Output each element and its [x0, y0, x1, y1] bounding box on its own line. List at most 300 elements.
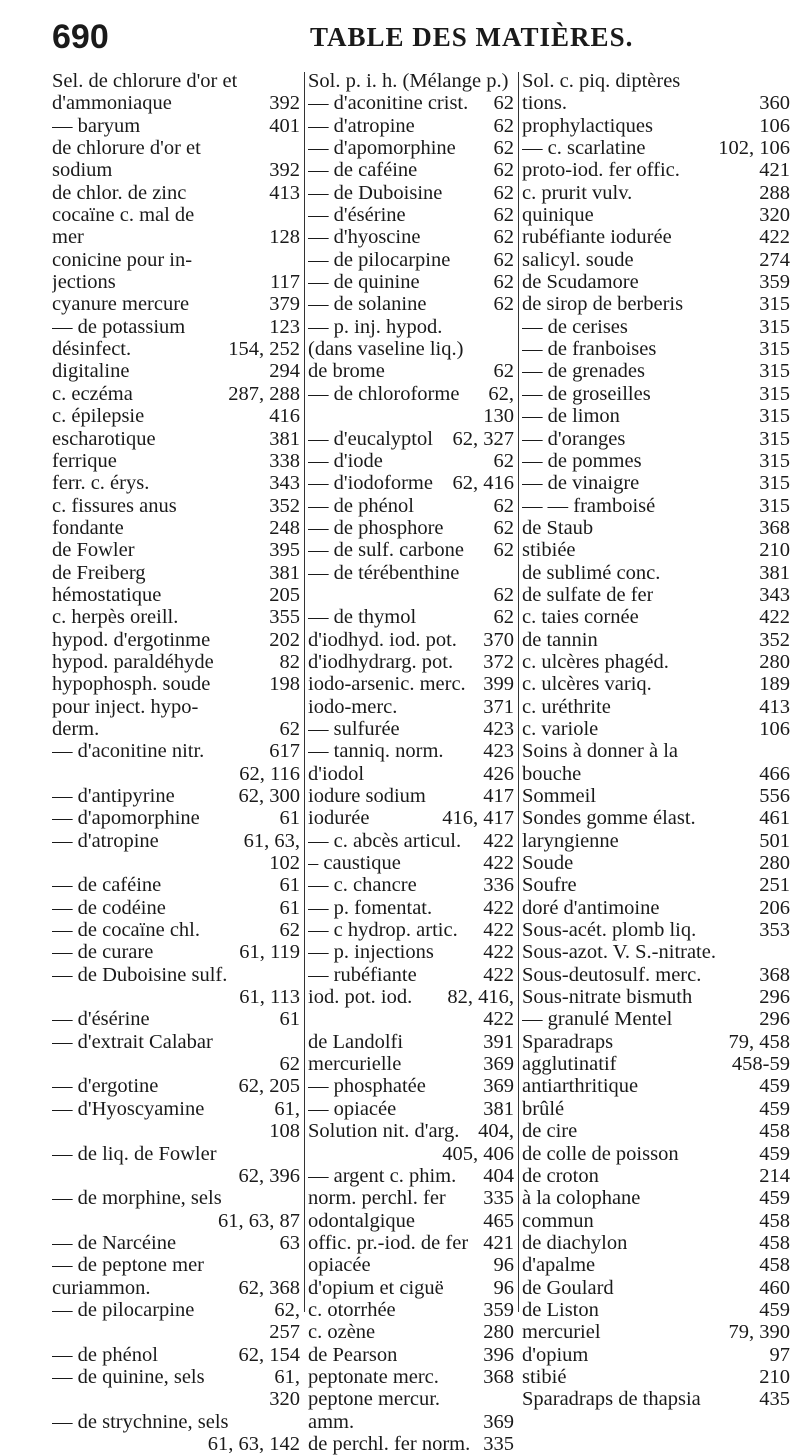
entry-term: fondante	[52, 516, 124, 539]
index-entry	[522, 450, 790, 472]
entry-pages: 391	[483, 1030, 514, 1053]
entry-term: d'opium	[522, 1343, 589, 1366]
index-entry	[308, 1433, 514, 1455]
entry-term: doré d'antimoine	[522, 896, 660, 919]
entry-term: — c. chancre	[308, 874, 417, 897]
index-entry	[52, 271, 300, 293]
index-entry	[308, 1075, 514, 1097]
entry-term: c. taies cornée	[522, 606, 639, 629]
entry-term: — de térébenthine	[308, 561, 460, 584]
index-entry	[52, 785, 300, 807]
index-entry	[522, 137, 790, 159]
entry-pages: 206	[759, 896, 790, 919]
entry-term: Sommeil	[522, 785, 597, 807]
column-divider	[518, 72, 519, 1312]
entry-pages: 62	[493, 516, 514, 539]
index-entry	[52, 1254, 300, 1276]
index-entry	[52, 249, 300, 271]
entry-pages: 294	[269, 360, 300, 383]
index-entry	[52, 159, 300, 181]
entry-term: ferr. c. érys.	[52, 472, 150, 495]
entry-term: mercuriel	[522, 1321, 601, 1344]
entry-pages: 62	[493, 539, 514, 562]
index-entry	[52, 606, 300, 628]
entry-pages: 62	[279, 919, 300, 942]
entry-pages: 154, 252	[228, 338, 300, 361]
entry-term: Sel. de chlorure d'or et	[52, 70, 238, 92]
entry-term: — tanniq. norm.	[308, 740, 444, 763]
index-column-2	[308, 70, 514, 1455]
index-entry	[308, 316, 514, 338]
entry-term: — de cocaïne chl.	[52, 919, 200, 942]
index-entry	[308, 696, 514, 718]
entry-term: stibiée	[522, 539, 576, 562]
entry-pages: 315	[759, 449, 790, 472]
index-entry	[522, 1321, 790, 1343]
entry-pages: 459	[759, 1142, 790, 1165]
index-entry	[308, 606, 514, 628]
index-entry	[522, 1098, 790, 1120]
entry-term: — de peptone mer	[52, 1254, 204, 1277]
entry-term: hypod. paraldéhyde	[52, 650, 214, 673]
entry-term: d'iodhyd. iod. pot.	[308, 628, 457, 651]
index-entry	[52, 1120, 300, 1142]
index-entry	[522, 1366, 790, 1388]
index-entry	[522, 718, 790, 740]
index-entry	[308, 1254, 514, 1276]
entry-term: — de pilocarpine	[308, 248, 451, 271]
index-entry	[52, 338, 300, 360]
index-entry	[52, 1143, 300, 1165]
index-entry	[52, 562, 300, 584]
index-entry	[522, 830, 790, 852]
entry-term: — p. injections	[308, 941, 434, 964]
entry-term: — de Duboisine	[308, 181, 443, 204]
entry-pages: 315	[759, 360, 790, 383]
index-entry	[308, 249, 514, 271]
entry-pages: 360	[759, 92, 790, 115]
entry-pages: 416	[269, 405, 300, 428]
entry-term: c. prurit vulv.	[522, 181, 633, 204]
index-entry	[308, 450, 514, 472]
entry-pages: 422	[483, 829, 514, 852]
entry-pages: 198	[269, 673, 300, 696]
entry-pages: 117	[270, 271, 300, 294]
index-entry	[308, 539, 514, 561]
index-entry	[52, 1277, 300, 1299]
entry-term: — de phosphore	[308, 516, 444, 539]
index-entry	[308, 897, 514, 919]
index-entry	[308, 1321, 514, 1343]
entry-pages: 296	[759, 986, 790, 1009]
index-entry	[308, 115, 514, 137]
entry-term: iodo-arsenic. merc.	[308, 673, 466, 696]
entry-pages: 460	[759, 1276, 790, 1299]
entry-pages: 405, 406	[442, 1142, 514, 1165]
entry-pages: 501	[759, 829, 790, 852]
index-entry	[522, 1143, 790, 1165]
index-entry	[522, 1053, 790, 1075]
index-entry	[522, 383, 790, 405]
index-entry	[308, 204, 514, 226]
index-entry	[52, 137, 300, 159]
index-entry	[522, 1299, 790, 1321]
entry-pages: 458	[759, 1120, 790, 1143]
index-entry	[522, 226, 790, 248]
index-entry	[52, 450, 300, 472]
index-entry	[308, 1053, 514, 1075]
index-column-1	[52, 70, 300, 1455]
entry-term: de colle de poisson	[522, 1142, 679, 1165]
entry-pages: 461	[759, 807, 790, 830]
entry-pages: 379	[269, 293, 300, 316]
index-entry	[52, 1321, 300, 1343]
entry-pages: 128	[269, 226, 300, 249]
entry-term: Sous-azot. V. S.-nitrate.	[522, 941, 716, 964]
index-entry	[308, 584, 514, 606]
index-entry	[522, 293, 790, 315]
index-entry	[522, 1165, 790, 1187]
entry-pages: 422	[759, 226, 790, 249]
entry-pages: 355	[269, 606, 300, 629]
entry-pages: 62	[493, 494, 514, 517]
index-entry	[52, 1411, 300, 1433]
entry-pages: 287, 288	[228, 382, 300, 405]
entry-term: commun	[522, 1209, 594, 1232]
entry-term: opiacée	[308, 1254, 371, 1277]
entry-pages: 359	[483, 1298, 514, 1321]
entry-term: — d'atropine	[52, 829, 159, 852]
index-entry	[522, 159, 790, 181]
entry-pages: 62, 154	[238, 1343, 300, 1366]
entry-term: peptonate merc.	[308, 1365, 439, 1388]
entry-term: — d'aconitine nitr.	[52, 740, 205, 763]
entry-pages: 423	[483, 740, 514, 763]
entry-pages: 372	[483, 650, 514, 673]
entry-term: — d'apomorphine	[308, 137, 456, 160]
entry-term: de tannin	[522, 628, 598, 651]
entry-term: à la colophane	[522, 1187, 641, 1210]
entry-term: bouche	[522, 762, 582, 785]
index-entry	[52, 1008, 300, 1030]
entry-pages: 62	[493, 271, 514, 294]
index-entry	[52, 919, 300, 941]
entry-pages: 421	[759, 159, 790, 182]
entry-term: — de thymol	[308, 606, 417, 629]
entry-term: — d'antipyrine	[52, 785, 175, 807]
entry-pages: 102	[269, 852, 300, 875]
index-entry	[52, 204, 300, 226]
index-entry	[522, 651, 790, 673]
index-entry	[52, 316, 300, 338]
index-entry	[52, 584, 300, 606]
entry-pages: 62	[493, 114, 514, 137]
entry-term: — d'hyoscine	[308, 226, 421, 249]
entry-pages: 353	[759, 919, 790, 942]
entry-term: — de pommes	[522, 449, 642, 472]
entry-term: Soude	[522, 852, 574, 875]
entry-term: d'ammoniaque	[52, 92, 172, 115]
entry-pages: 62	[493, 606, 514, 629]
entry-term: peptone mercur.	[308, 1388, 441, 1411]
index-entry	[522, 874, 790, 896]
index-entry	[52, 740, 300, 762]
entry-pages: 459	[759, 1097, 790, 1120]
entry-pages: 426	[483, 762, 514, 785]
index-entry	[52, 1053, 300, 1075]
entry-term: de sirop de berberis	[522, 293, 684, 316]
index-entry	[308, 70, 514, 92]
entry-pages: 368	[483, 1365, 514, 1388]
index-entry	[308, 1232, 514, 1254]
entry-pages: 62	[493, 159, 514, 182]
index-entry	[522, 964, 790, 986]
entry-pages: 79, 390	[728, 1321, 790, 1344]
index-entry	[308, 986, 514, 1008]
index-entry	[52, 472, 300, 494]
entry-pages: 413	[269, 181, 300, 204]
entry-pages: 130	[483, 405, 514, 428]
index-entry	[52, 1232, 300, 1254]
entry-pages: 417	[483, 785, 514, 807]
index-entry	[308, 1366, 514, 1388]
index-entry	[308, 785, 514, 807]
index-entry	[308, 495, 514, 517]
entry-pages: 458-59	[731, 1053, 790, 1076]
entry-pages: 61,	[274, 1097, 300, 1120]
entry-term: — de cerises	[522, 315, 628, 338]
entry-term: prophylactiques	[522, 114, 653, 137]
index-entry	[308, 740, 514, 762]
entry-term: sodium	[52, 159, 113, 182]
entry-pages: 459	[759, 1187, 790, 1210]
entry-pages: 422	[483, 1008, 514, 1031]
entry-term: de chlorure d'or et	[52, 137, 201, 160]
entry-pages: 61, 113	[239, 986, 300, 1009]
entry-pages: 102, 106	[718, 137, 790, 160]
index-entry	[52, 70, 300, 92]
index-entry	[522, 1344, 790, 1366]
index-entry	[308, 92, 514, 114]
entry-term: c. ulcères variq.	[522, 673, 652, 696]
entry-pages: 352	[269, 494, 300, 517]
entry-term: de Scudamore	[522, 271, 639, 294]
entry-pages: 106	[759, 717, 790, 740]
entry-pages: 458	[759, 1209, 790, 1232]
entry-pages: 97	[769, 1343, 790, 1366]
entry-term: antiarthritique	[522, 1075, 639, 1098]
index-entry	[52, 428, 300, 450]
entry-pages: 371	[483, 695, 514, 718]
entry-pages: 381	[269, 427, 300, 450]
entry-pages: 399	[483, 673, 514, 696]
entry-pages: 62	[279, 1053, 300, 1076]
entry-term: — phosphatée	[308, 1075, 426, 1098]
page-number: 690	[52, 18, 109, 56]
index-entry	[522, 740, 790, 762]
entry-pages: 214	[759, 1164, 790, 1187]
entry-pages: 370	[483, 628, 514, 651]
index-entry	[52, 1210, 300, 1232]
entry-term: iodurée	[308, 807, 370, 830]
index-entry	[308, 941, 514, 963]
entry-term: — d'apomorphine	[52, 807, 200, 830]
entry-term: Soufre	[522, 874, 577, 897]
entry-term: Sous-deutosulf. merc.	[522, 963, 702, 986]
entry-term: hémostatique	[52, 583, 162, 606]
entry-term: — de Narcéine	[52, 1231, 177, 1254]
entry-term: de perchl. fer norm.	[308, 1432, 471, 1455]
index-entry	[522, 763, 790, 785]
index-entry	[52, 718, 300, 740]
entry-pages: 422	[483, 919, 514, 942]
entry-pages: 395	[269, 539, 300, 562]
entry-pages: 343	[269, 472, 300, 495]
entry-pages: 381	[483, 1097, 514, 1120]
entry-pages: 422	[759, 606, 790, 629]
index-entry	[52, 115, 300, 137]
index-entry	[52, 92, 300, 114]
entry-pages: 381	[269, 561, 300, 584]
entry-pages: 556	[759, 785, 790, 807]
entry-term: c. variole	[522, 717, 599, 740]
index-entry	[522, 1254, 790, 1276]
index-entry	[522, 495, 790, 517]
entry-term: — d'ergotine	[52, 1075, 159, 1098]
entry-pages: 61	[279, 807, 300, 830]
index-entry	[308, 383, 514, 405]
index-entry	[52, 897, 300, 919]
entry-pages: 343	[759, 583, 790, 606]
index-column-3	[522, 70, 790, 1411]
entry-term: ferrique	[52, 449, 117, 472]
entry-pages: 422	[483, 852, 514, 875]
index-entry	[52, 1366, 300, 1388]
entry-pages: 335	[483, 1187, 514, 1210]
entry-term: de Liston	[522, 1298, 599, 1321]
index-entry	[52, 1187, 300, 1209]
entry-term: Sous-acét. plomb liq.	[522, 919, 697, 942]
entry-term: c. otorrhée	[308, 1298, 396, 1321]
index-entry	[308, 182, 514, 204]
entry-term: c. eczéma	[52, 382, 133, 405]
entry-pages: 458	[759, 1254, 790, 1277]
entry-term: — c hydrop. artic.	[308, 919, 458, 942]
entry-pages: 202	[269, 628, 300, 651]
entry-pages: 459	[759, 1298, 790, 1321]
index-entry	[52, 405, 300, 427]
entry-term: — d'ésérine	[308, 204, 406, 227]
entry-term: désinfect.	[52, 338, 132, 361]
entry-term: — d'extrait Calabar	[52, 1030, 213, 1053]
index-entry	[308, 405, 514, 427]
index-entry	[308, 1277, 514, 1299]
entry-term: — p. inj. hypod.	[308, 315, 443, 338]
index-entry	[52, 874, 300, 896]
index-entry	[522, 271, 790, 293]
index-entry	[52, 226, 300, 248]
index-entry	[308, 1411, 514, 1433]
entry-term: c. ulcères phagéd.	[522, 650, 669, 673]
index-entry	[522, 673, 790, 695]
entry-term: — de caféine	[52, 874, 162, 897]
entry-pages: 315	[759, 472, 790, 495]
index-entry	[308, 428, 514, 450]
entry-pages: 423	[483, 717, 514, 740]
entry-term: c. fissures anus	[52, 494, 177, 517]
index-entry	[52, 1075, 300, 1097]
entry-term: — de vinaigre	[522, 472, 640, 495]
entry-term: c. herpès oreill.	[52, 606, 179, 629]
entry-pages: 106	[759, 114, 790, 137]
entry-term: Solution nit. d'arg.	[308, 1120, 460, 1143]
entry-term: — d'Hyoscyamine	[52, 1097, 205, 1120]
entry-term: odontalgique	[308, 1209, 416, 1232]
entry-pages: 368	[759, 516, 790, 539]
index-entry	[308, 562, 514, 584]
entry-pages: 280	[483, 1321, 514, 1344]
index-entry	[52, 651, 300, 673]
index-entry	[52, 360, 300, 382]
index-entry	[52, 1299, 300, 1321]
running-head: TABLE DES MATIÈRES.	[310, 22, 634, 52]
entry-pages: 62, 396	[238, 1164, 300, 1187]
entry-term: stibié	[522, 1365, 567, 1388]
entry-term: mer	[52, 226, 84, 249]
entry-pages: 422	[483, 941, 514, 964]
entry-pages: 82	[279, 650, 300, 673]
index-entry	[522, 1210, 790, 1232]
index-entry	[522, 897, 790, 919]
entry-pages: 96	[493, 1276, 514, 1299]
entry-pages: 315	[759, 494, 790, 517]
index-entry	[308, 718, 514, 740]
entry-term: de Fowler	[52, 539, 135, 562]
entry-term: iodo-merc.	[308, 695, 398, 718]
entry-pages: 79, 458	[728, 1030, 790, 1053]
entry-term: — opiacée	[308, 1097, 397, 1120]
entry-pages: 62, 368	[238, 1276, 300, 1299]
entry-term: de croton	[522, 1164, 599, 1187]
entry-term: cocaïne c. mal de	[52, 204, 195, 227]
entry-pages: 404,	[478, 1120, 514, 1143]
index-entry	[52, 696, 300, 718]
entry-term: — de solanine	[308, 293, 427, 316]
entry-term: iodure sodium	[308, 785, 426, 807]
index-entry	[522, 852, 790, 874]
entry-pages: 251	[759, 874, 790, 897]
entry-pages: 62	[493, 293, 514, 316]
index-entry	[308, 1008, 514, 1030]
entry-term: — rubéfiante	[308, 963, 417, 986]
entry-term: – caustique	[308, 852, 401, 875]
entry-pages: 315	[759, 293, 790, 316]
index-entry	[52, 1098, 300, 1120]
entry-pages: 62	[493, 137, 514, 160]
entry-pages: 62	[493, 360, 514, 383]
entry-pages: 422	[483, 896, 514, 919]
entry-term: Soins à donner à la	[522, 740, 678, 763]
entry-term: rubéfiante iodurée	[522, 226, 672, 249]
index-entry	[522, 606, 790, 628]
entry-term: de Freiberg	[52, 561, 146, 584]
entry-pages: 205	[269, 583, 300, 606]
index-entry	[522, 986, 790, 1008]
index-entry	[522, 539, 790, 561]
entry-term: mercurielle	[308, 1053, 402, 1076]
entry-term: de Pearson	[308, 1343, 398, 1366]
column-divider	[304, 72, 305, 1312]
